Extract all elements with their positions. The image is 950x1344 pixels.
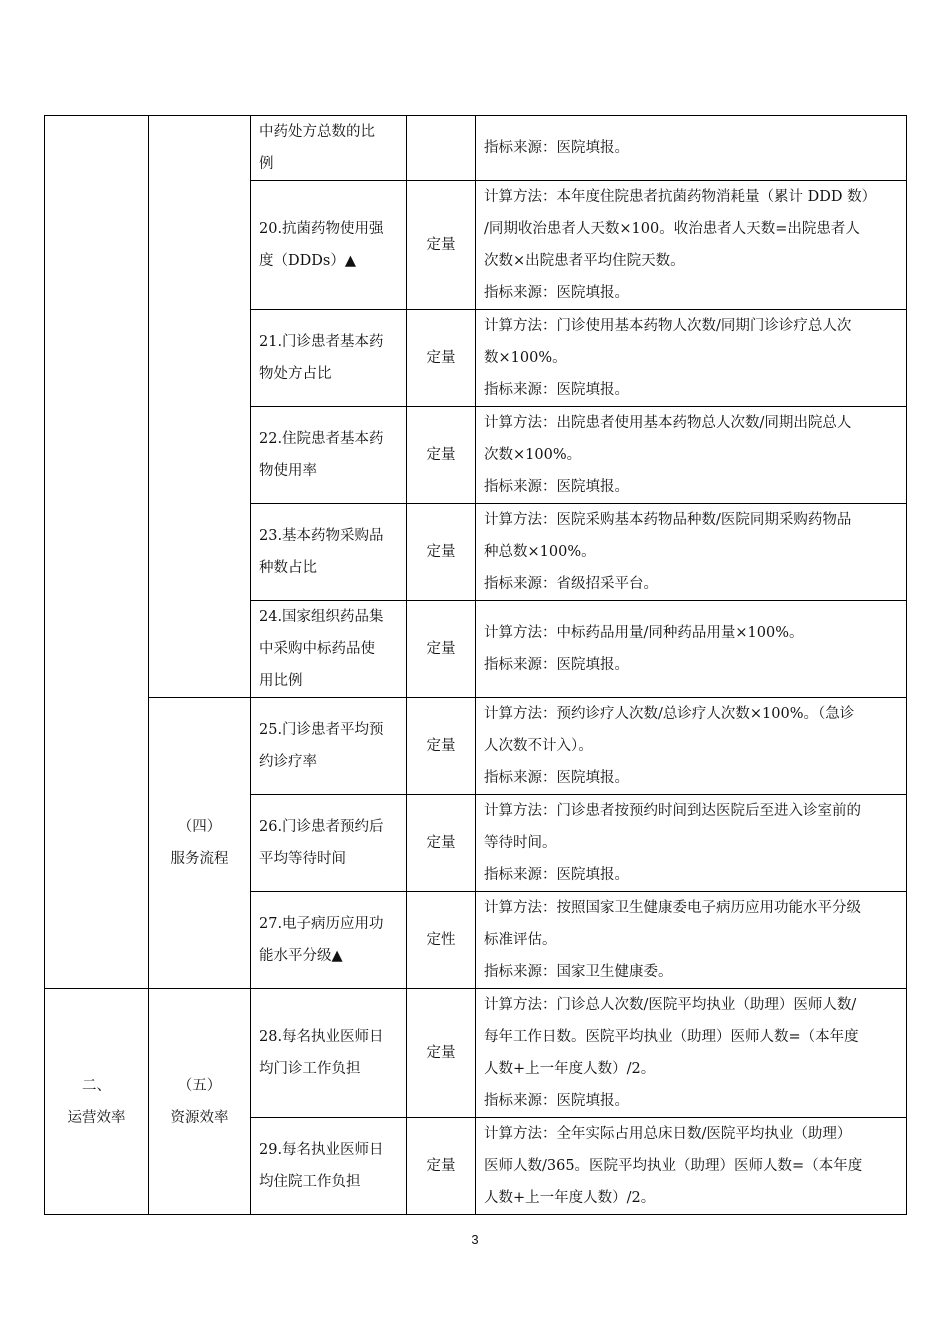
type-cell: 定量 xyxy=(407,1118,476,1215)
indicator-cell xyxy=(251,698,407,795)
method-cell xyxy=(476,504,907,601)
text-line: 种数占比 xyxy=(259,560,317,576)
text-line: 29.每名执业医师日 xyxy=(259,1142,384,1158)
text-line: 平均等待时间 xyxy=(259,851,346,867)
text-line: 指标来源：国家卫生健康委。 xyxy=(484,964,673,980)
method-cell xyxy=(476,892,907,989)
indicator-cell xyxy=(251,116,407,181)
text-line: 27.电子病历应用功 xyxy=(259,916,384,932)
method-cell xyxy=(476,1118,907,1215)
category-cell xyxy=(45,116,149,989)
type-cell: 定量 xyxy=(407,698,476,795)
text-line: 医师人数/365。医院平均执业（助理）医师人数=（本年度 xyxy=(484,1158,863,1174)
type-cell: 定量 xyxy=(407,504,476,601)
text-line: 指标来源：医院填报。 xyxy=(484,657,629,673)
text-line: 物使用率 xyxy=(259,463,317,479)
indicator-cell xyxy=(251,601,407,698)
text-line: 指标来源：医院填报。 xyxy=(484,479,629,495)
method-cell xyxy=(476,601,907,698)
type-cell: 定量 xyxy=(407,989,476,1118)
text-line: 计算方法：门诊使用基本药物人次数/同期门诊诊疗总人次 xyxy=(484,318,852,334)
indicator-cell xyxy=(251,310,407,407)
text-line: 指标来源：医院填报。 xyxy=(484,1093,629,1109)
text-line: 人数+上一年度人数）/2。 xyxy=(484,1190,656,1206)
method-cell xyxy=(476,698,907,795)
text-line: 例 xyxy=(259,156,274,172)
text-line: 指标来源：医院填报。 xyxy=(484,285,629,301)
type-cell: 定性 xyxy=(407,892,476,989)
indicator-cell xyxy=(251,892,407,989)
indicator-table xyxy=(44,115,907,1215)
text-line: 运营效率 xyxy=(67,1109,126,1126)
text-line: 资源效率 xyxy=(170,1109,229,1126)
subcategory-cell xyxy=(149,989,251,1215)
type-cell: 定量 xyxy=(407,795,476,892)
text-line: /同期收治患者人天数×100。收治患者人天数=出院患者人 xyxy=(484,221,860,237)
text-line: 次数×出院患者平均住院天数。 xyxy=(484,253,685,269)
indicator-cell xyxy=(251,181,407,310)
text-line: 约诊疗率 xyxy=(259,754,317,770)
text-line: 均住院工作负担 xyxy=(259,1174,361,1190)
text-line: 中药处方总数的比 xyxy=(259,124,375,140)
text-line: 20.抗菌药物使用强 xyxy=(259,221,384,237)
text-line: 22.住院患者基本药 xyxy=(259,431,384,447)
text-line: 均门诊工作负担 xyxy=(259,1061,361,1077)
type-cell: 定量 xyxy=(407,407,476,504)
text-line: 物处方占比 xyxy=(259,366,332,382)
table-row xyxy=(45,698,907,795)
method-cell xyxy=(476,795,907,892)
indicator-cell xyxy=(251,989,407,1118)
text-line: 指标来源：医院填报。 xyxy=(484,382,629,398)
method-cell xyxy=(476,407,907,504)
text-line: 计算方法：门诊患者按预约时间到达医院后至进入诊室前的 xyxy=(484,803,861,819)
text-line: 25.门诊患者平均预 xyxy=(259,722,384,738)
indicator-cell xyxy=(251,795,407,892)
text-line: （四） xyxy=(177,819,222,835)
method-cell xyxy=(476,181,907,310)
text-line: 服务流程 xyxy=(170,851,229,867)
text-line: 度（DDDs）▲ xyxy=(259,253,356,269)
text-line: 种总数×100%。 xyxy=(484,544,596,560)
indicator-cell xyxy=(251,1118,407,1215)
method-cell xyxy=(476,116,907,181)
text-line: 次数×100%。 xyxy=(484,447,582,463)
text-line: 26.门诊患者预约后 xyxy=(259,819,384,835)
text-line: 计算方法：全年实际占用总床日数/医院平均执业（助理） xyxy=(484,1126,852,1142)
type-cell: 定量 xyxy=(407,601,476,698)
page-number: 3 xyxy=(471,1232,479,1247)
method-cell xyxy=(476,989,907,1118)
text-line: 中采购中标药品使 xyxy=(259,641,375,657)
text-line: 等待时间。 xyxy=(484,835,557,851)
text-line: 计算方法：医院采购基本药物品种数/医院同期采购药物品 xyxy=(484,512,852,528)
indicator-cell xyxy=(251,407,407,504)
text-line: 用比例 xyxy=(259,673,303,689)
text-line: 21.门诊患者基本药 xyxy=(259,334,384,350)
text-line: 指标来源：医院填报。 xyxy=(484,770,629,786)
text-line: 标准评估。 xyxy=(484,932,557,948)
text-line: 人数+上一年度人数）/2。 xyxy=(484,1061,656,1077)
table-row xyxy=(45,989,907,1118)
subcategory-cell xyxy=(149,698,251,989)
text-line: 24.国家组织药品集 xyxy=(259,609,384,625)
method-cell xyxy=(476,310,907,407)
text-line: 能水平分级▲ xyxy=(259,948,343,964)
text-line: （五） xyxy=(177,1077,222,1094)
type-cell: 定量 xyxy=(407,310,476,407)
text-line: 28.每名执业医师日 xyxy=(259,1029,384,1045)
text-line: 23.基本药物采购品 xyxy=(259,528,384,544)
text-line: 计算方法：门诊总人次数/医院平均执业（助理）医师人数/ xyxy=(484,997,857,1013)
text-line: 每年工作日数。医院平均执业（助理）医师人数=（本年度 xyxy=(484,1029,859,1045)
table-row xyxy=(45,116,907,181)
text-line: 计算方法：本年度住院患者抗菌药物消耗量（累计 DDD 数） xyxy=(484,189,877,205)
indicator-cell xyxy=(251,504,407,601)
text-line: 二、 xyxy=(82,1077,111,1094)
text-line: 计算方法：按照国家卫生健康委电子病历应用功能水平分级 xyxy=(484,900,861,916)
text-line: 计算方法：中标药品用量/同种药品用量×100%。 xyxy=(484,625,804,641)
text-line: 数×100%。 xyxy=(484,350,567,366)
text-line: 计算方法：预约诊疗人次数/总诊疗人次数×100%。（急诊 xyxy=(484,706,855,722)
type-cell xyxy=(407,116,476,181)
text-line: 指标来源：医院填报。 xyxy=(484,140,629,156)
text-line: 计算方法：出院患者使用基本药物总人次数/同期出院总人 xyxy=(484,415,852,431)
text-line: 指标来源：省级招采平台。 xyxy=(484,576,658,592)
subcategory-cell xyxy=(149,116,251,698)
category-cell xyxy=(45,989,149,1215)
type-cell: 定量 xyxy=(407,181,476,310)
text-line: 人次数不计入）。 xyxy=(484,738,593,754)
text-line: 指标来源：医院填报。 xyxy=(484,867,629,883)
